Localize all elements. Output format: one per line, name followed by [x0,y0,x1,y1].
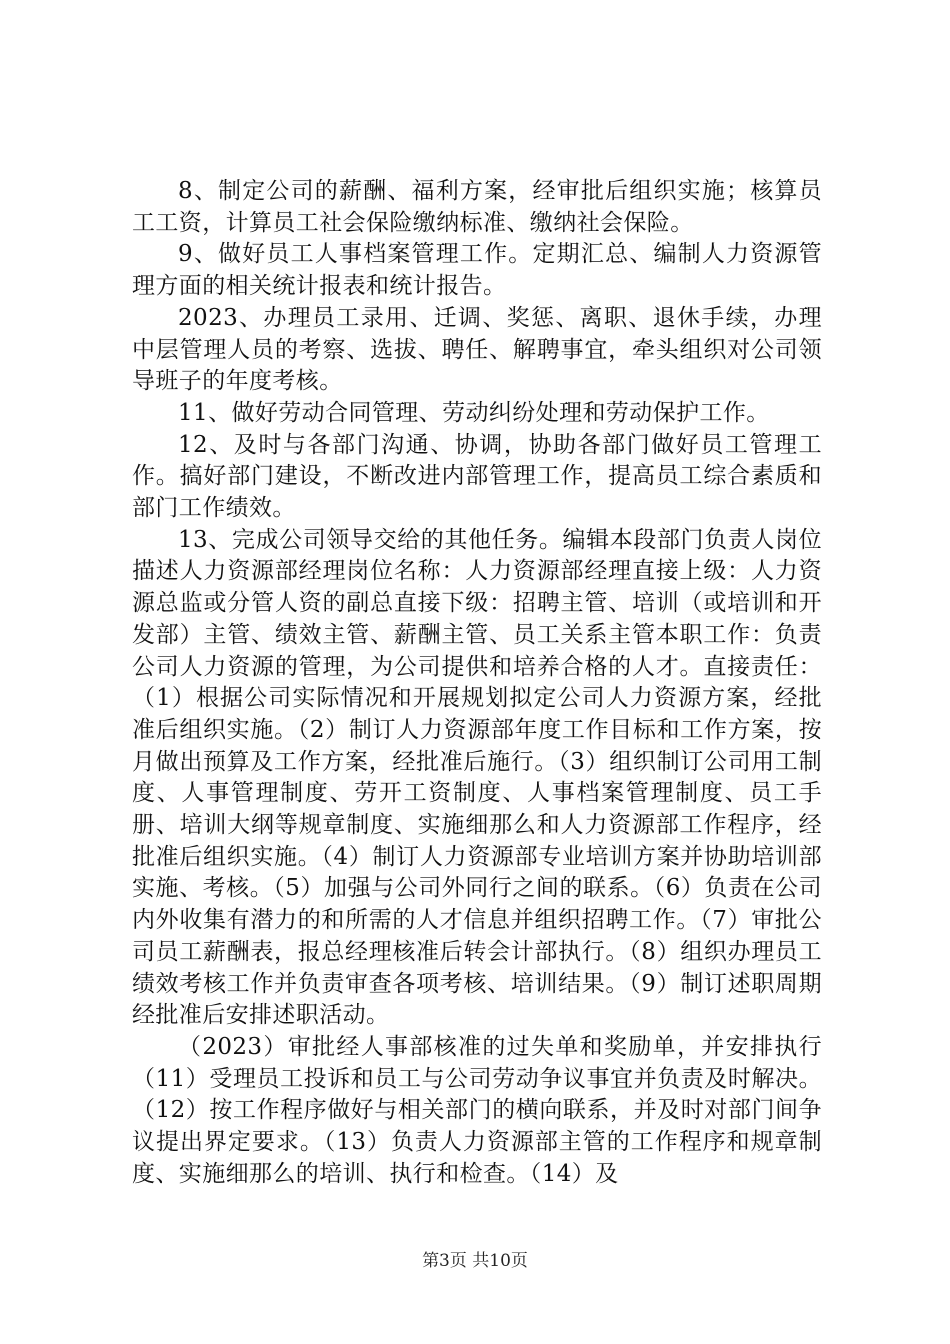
paragraph-item-11: 11、做好劳动合同管理、劳动纠纷处理和劳动保护工作。 [178,399,770,426]
paragraph-item-10: 2023、办理员工录用、迁调、奖惩、离职、退休手续，办理中层管理人员的考察、选拔、聘任、解聘事宜，牵头组织对公司领导班子的年度考核。 [132,304,822,395]
paragraph-item-13-job-description: 13、完成公司领导交给的其他任务。编辑本段部门负责人岗位描述人力资源部经理岗位名称：人力资源部经理直接上级：人力资源总监或分管人资的副总直接下级：招聘主管、培训（或培训和开发部）主管、绩效主管、薪酬主管、员工关系主管本职工作：负责公司人力资源的管理，为公司提供和培养合格的人才。直接责任：（1）根据公司实际情况和开展规划拟定公司人力资源方案，经批准后组织实施。（2）制订人力资源部年度工作目标和工作方案，按月做出预算及工作方案，经批准后施行。（3）组织制订公司用工制度、人事管理制度、劳开工资制度、人事档案管理制度、员工手册、培训大纲等规章制度、实施细那么和人力资源部工作程序，经批准后组织实施。（4）制订人力资源部专业培训方案并协助培训部实施、考核。（5）加强与公司外同行之间的联系。（6）负责在公司内外收集有潜力的和所需的人才信息并组织招聘工作。（7）审批公司员工薪酬表，报总经理核准后转会计部执行。（8）组织办理员工绩效考核工作并负责审查各项考核、培训结果。（9）制订述职周期经批准后安排述职活动。 [132,526,822,1029]
document-body [132,176,822,1191]
paragraph-duties-continued: （2023）审批经人事部核准的过失单和奖励单，并安排执行（11）受理员工投诉和员工与公司劳动争议事宜并负责及时解决。（12）按工作程序做好与相关部门的横向联系，并及时对部门间争议提出界定要求。（13）负责人力资源部主管的工作程序和规章制度、实施细那么的培训、执行和检查。（14）及 [132,1033,822,1187]
paragraph-item-12: 12、及时与各部门沟通、协调，协助各部门做好员工管理工作。搞好部门建设，不断改进内部管理工作，提高员工综合素质和部门工作绩效。 [132,431,822,522]
page-footer-number: 第3页 共10页 [422,1251,528,1271]
paragraph-item-9: 9、做好员工人事档案管理工作。定期汇总、编制人力资源管理方面的相关统计报表和统计报告。 [132,241,822,300]
paragraph-item-8: 8、制定公司的薪酬、福利方案，经审批后组织实施；核算员工工资，计算员工社会保险缴纳标准、缴纳社会保险。 [132,178,822,236]
